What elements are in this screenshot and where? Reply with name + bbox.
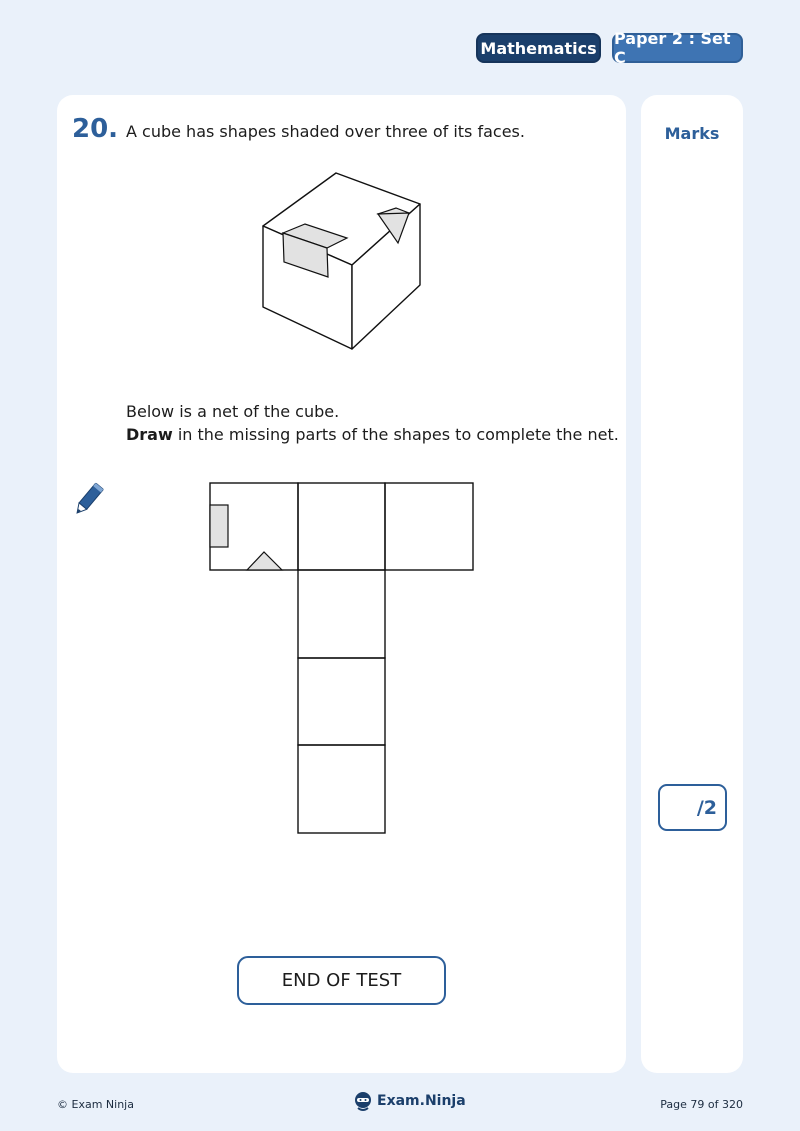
footer-logo	[353, 1090, 466, 1112]
footer-page-number: Page 79 of 320	[660, 1098, 743, 1111]
end-of-test-label: END OF TEST	[237, 956, 446, 1005]
net-face-column-4	[298, 745, 385, 833]
net-face-column-2	[298, 570, 385, 658]
instruction-line-2	[126, 425, 619, 444]
instruction-line-1: Below is a net of the cube.	[126, 402, 340, 421]
ninja-logo-icon	[353, 1090, 373, 1112]
cube-net	[205, 478, 477, 838]
instruction-bold-word: Draw	[126, 425, 173, 444]
footer-copyright: © Exam Ninja	[57, 1098, 134, 1111]
net-face-column-3	[298, 658, 385, 745]
marks-column	[641, 95, 743, 1073]
marks-title: Marks	[664, 124, 720, 143]
net-face-top-right	[385, 483, 473, 570]
question-text: A cube has shapes shaded over three of its faces.	[126, 122, 525, 141]
instruction-rest: in the missing parts of the shapes to complete the net.	[172, 425, 619, 444]
net-shaded-triangle	[247, 552, 282, 570]
footer-logo-text: Exam.Ninja	[377, 1093, 466, 1109]
pencil-icon	[68, 480, 108, 520]
net-face-top-middle	[298, 483, 385, 570]
subject-badge: Mathematics	[476, 33, 601, 63]
cube-diagram	[250, 165, 430, 355]
marks-box: /2	[658, 784, 727, 831]
question-number: 20.	[72, 114, 119, 144]
net-shaded-rectangle	[210, 505, 228, 547]
paper-badge: Paper 2 : Set C	[612, 33, 743, 63]
